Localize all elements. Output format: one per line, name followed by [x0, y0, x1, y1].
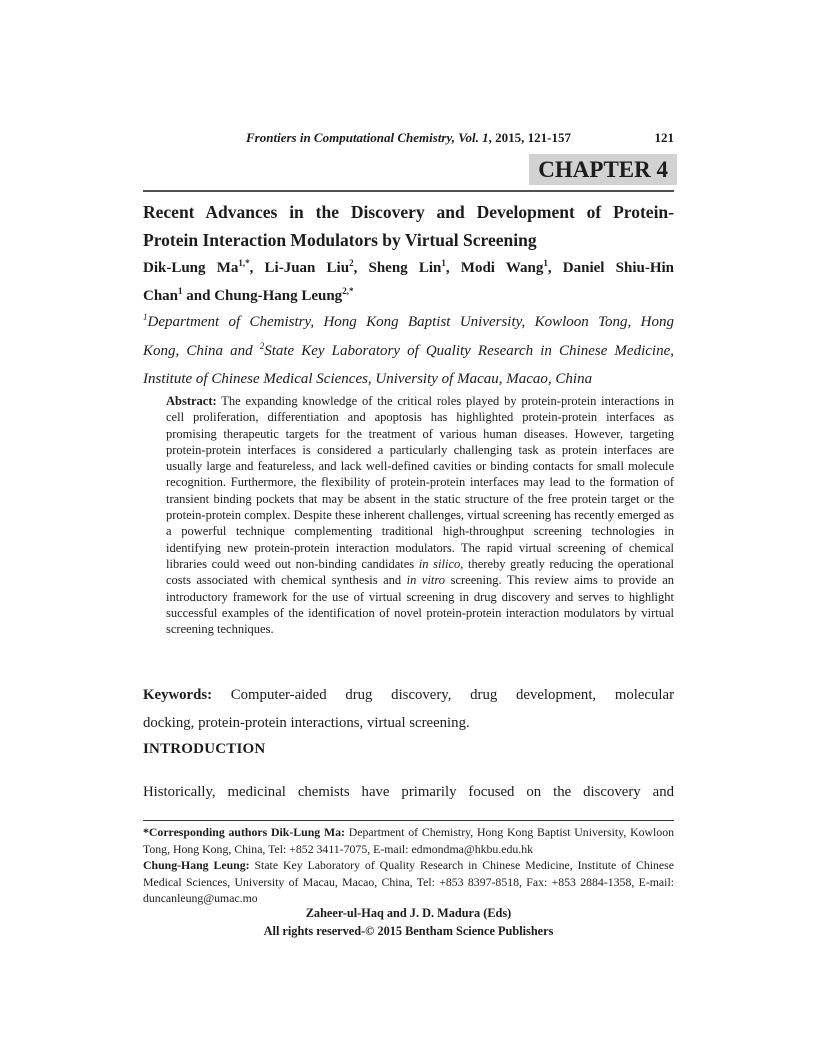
chapter-badge: CHAPTER 4	[529, 154, 677, 185]
running-header	[143, 130, 674, 146]
page-number: 121	[654, 130, 674, 145]
page-content	[143, 0, 674, 1056]
chapter-title: Recent Advances in the Discovery and Development of Protein- Protein Interaction Modulators by Virtual Screening	[143, 202, 674, 250]
publisher-block	[143, 905, 674, 940]
header-rule	[143, 190, 674, 192]
authors: Dik-Lung $Ma^{1,*}$, Li-Juan Liu$^2$, Sheng Lin$^1$, Modi Wang$^1$, Daniel Shiu-Hin Chan$^1$ and Chung-Hang Leung$^{2,*}$	[143, 258, 674, 304]
section-heading-introduction: INTRODUCTION	[143, 741, 266, 757]
abstract: Abstract: The expanding knowledge of the critical roles played by protein-protein interactions in cell proliferation, differentiation and apoptosis has highlighted protein-protein interfaces as promising therapeutic targets for the treatment of various human diseases. However, targeting protein-protein interfaces is considered a particularly challenging task as protein interfaces are usually large and featureless, and lack well-defined cavities or binding contacts for small molecule recognition. Furthermore, the flexibility of protein-protein interfaces may lead to the formation of transient binding pockets that may be absent in the static structure of the free protein target or the protein-protein complex. Despite these inherent challenges, virtual screening has recently emerged as a powerful technique complementing traditional high-throughput screening technologies in identifying new protein-protein interaction modulators. The rapid virtual screening of chemical libraries could weed out non-binding candidates in silico, thereby greatly reducing the operational costs associated with chemical synthesis and in vitro screening. This review aims to provide an introductory framework for the use of virtual screening in drug discovery and serves to highlight successful examples of the identification of novel protein-protein interaction modulators by virtual screening techniques.	[166, 394, 674, 637]
introduction-paragraph: Historically, medicinal chemists have primarily focused on the discovery and	[143, 784, 674, 800]
footnote-rule	[143, 820, 674, 821]
editors-line: Zaheer-ul-Haq and J. D. Madura (Eds)	[305, 906, 512, 920]
footnote-corresponding-author-leung: Chung-Hang Leung: State Key Laboratory of Quality Research in Chinese Medicine, Institute of Chinese Medical Sciences, University of Macau, Macao, China, Tel: +853 8397-8518, Fax: +853 2884-1358, E-mail: duncanleung@umac.mo	[143, 858, 674, 906]
chapter-row	[143, 154, 674, 185]
running-header-title: Frontiers in Computational Chemistry, Vol. 1, 2015, 121-157	[246, 130, 571, 145]
copyright-line: All rights reserved-© 2015 Bentham Science Publishers	[263, 923, 554, 938]
footnote-corresponding-author-ma: *Corresponding authors Dik-Lung Ma: Department of Chemistry, Hong Kong Baptist University, Kowloon Tong, Hong Kong, China, Tel: +852 3411-7075, E-mail: edmondma@hkbu.edu.hk	[143, 825, 674, 856]
affiliations: $^1$Department of Chemistry, Hong Kong Baptist University, Kowloon Tong, Hong Kong, China and $^2$State Key Laboratory of Quality Research in Chinese Medicine, Institute of Chinese Medical Sciences, University of Macau, Macao, China	[143, 312, 674, 387]
footnotes	[143, 824, 674, 907]
keywords: Keywords: Computer-aided drug discovery, drug development, molecular docking, protein-protein interactions, virtual screening.	[143, 687, 674, 731]
